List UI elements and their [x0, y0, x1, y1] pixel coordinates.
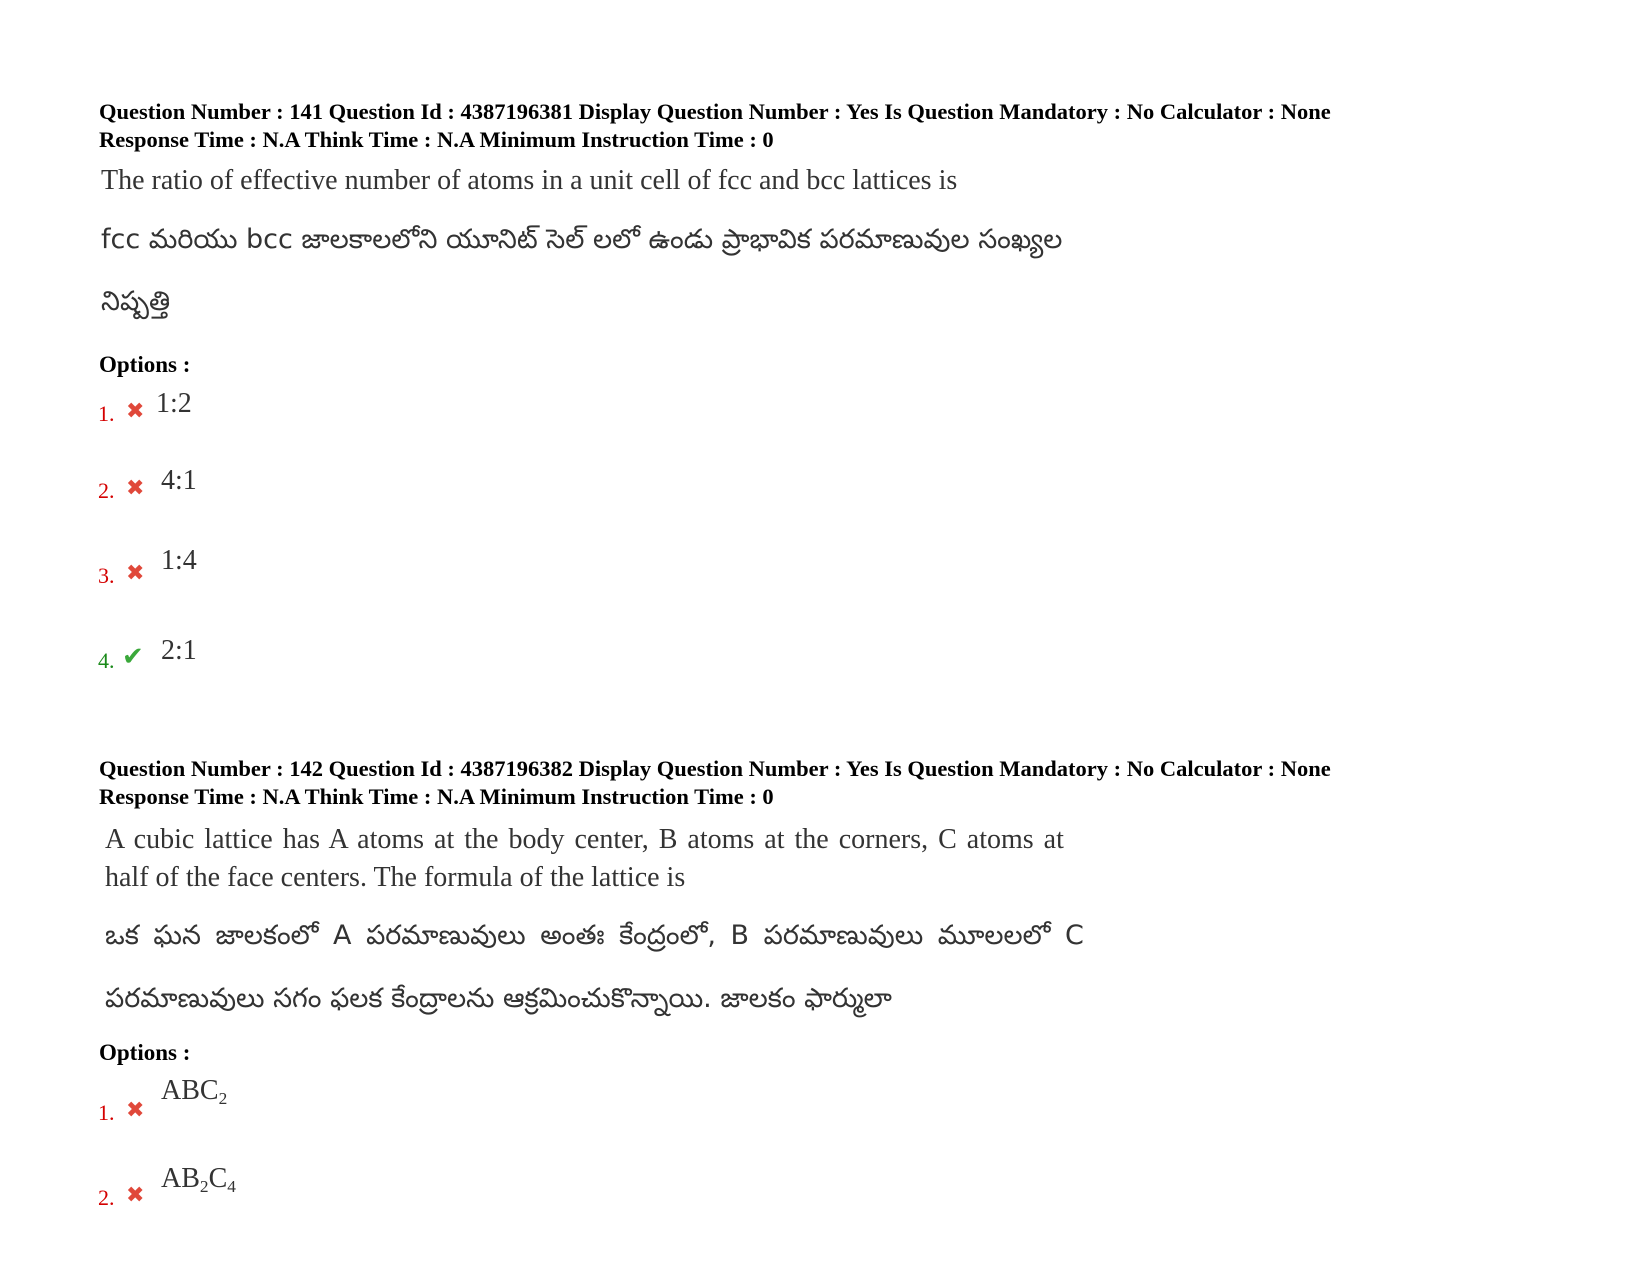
question-text-telugu-line1: ఒక ఘన జాలకంలో A పరమాణువులు అంతః కేంద్రంలో, B పరమాణువులు మూలలలో C: [105, 920, 1084, 951]
option-value: 1:2: [156, 388, 192, 419]
question-meta-line2: Response Time : N.A Think Time : N.A Minimum Instruction Time : 0: [99, 784, 774, 809]
option-value: $AB_2C_4$: [161, 1163, 236, 1197]
options-label: Options :: [99, 1040, 191, 1065]
option-number: 4.: [98, 648, 115, 673]
question-text-english-line1: A cubic lattice has A atoms at the body center, B atoms at the corners, C atoms at: [105, 824, 1064, 855]
cross-icon: ✖: [126, 560, 145, 585]
question-text-english-line2: half of the face centers. The formula of the lattice is: [105, 862, 686, 893]
cross-icon: ✖: [126, 1182, 145, 1207]
option-number: 2.: [98, 478, 115, 503]
option-value: 1:4: [161, 545, 197, 576]
check-icon: ✔: [122, 642, 144, 671]
question-text-english: The ratio of effective number of atoms in a unit cell of fcc and bcc lattices is: [101, 165, 958, 196]
question-meta-line2: Response Time : N.A Think Time : N.A Minimum Instruction Time : 0: [99, 127, 774, 152]
option-number: 1.: [98, 1100, 115, 1125]
cross-icon: ✖: [126, 398, 145, 423]
question-meta-line1: Question Number : 141 Question Id : 4387196381 Display Question Number : Yes Is Question Mandatory : No Calculator : None: [99, 99, 1331, 124]
question-text-telugu-line2: నిష్పత్తి: [101, 286, 171, 317]
cross-icon: ✖: [126, 1097, 145, 1122]
option-number: 3.: [98, 563, 115, 588]
option-number: 1.: [98, 401, 115, 426]
question-text-telugu-line2: పరమాణువులు సగం ఫలక కేంద్రాలను ఆక్రమించుకొన్నాయి. జాలకం ఫార్ములా: [105, 983, 892, 1014]
question-text-telugu-line1: fcc మరియు bcc జాలకాలలోని యూనిట్ సెల్ లలో ఉండు ప్రాభావిక పరమాణువుల సంఖ్యల: [101, 224, 1063, 255]
options-label: Options :: [99, 352, 191, 377]
option-number: 2.: [98, 1185, 115, 1210]
option-value: 2:1: [161, 635, 197, 666]
question-meta-line1: Question Number : 142 Question Id : 4387196382 Display Question Number : Yes Is Question Mandatory : No Calculator : None: [99, 756, 1331, 781]
option-value: 4:1: [161, 465, 197, 496]
option-value: $ABC_2$: [161, 1075, 228, 1109]
cross-icon: ✖: [126, 475, 145, 500]
